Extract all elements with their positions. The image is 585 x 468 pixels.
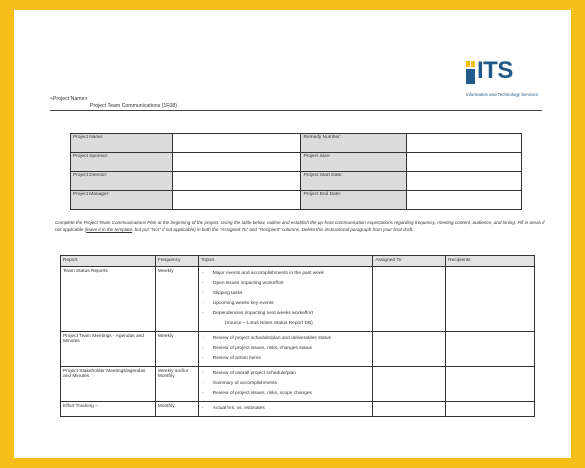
project-name-placeholder: <Project Name> bbox=[50, 96, 88, 102]
info-value[interactable] bbox=[172, 172, 301, 191]
column-header: Topics bbox=[198, 256, 373, 267]
logo-subtitle: Information and Technology Services bbox=[466, 92, 538, 97]
assigned-to-cell[interactable] bbox=[373, 332, 446, 367]
recipients-cell[interactable] bbox=[446, 332, 535, 367]
info-value[interactable] bbox=[172, 134, 301, 153]
frequency-cell: Weekly bbox=[155, 267, 198, 332]
assigned-to-cell[interactable] bbox=[373, 402, 446, 417]
info-label: Project Start Date: bbox=[301, 172, 407, 191]
topic-item: - Summary of accomplishments bbox=[201, 379, 371, 389]
communications-table bbox=[60, 255, 535, 417]
logo-text: ITS bbox=[477, 57, 513, 84]
logo-mark-icon bbox=[466, 61, 477, 87]
report-cell: Project Team Meetings - Agendas and Minutes bbox=[61, 332, 156, 367]
info-label: Remedy Number: bbox=[301, 134, 407, 153]
info-value[interactable] bbox=[407, 153, 522, 172]
project-info-table bbox=[70, 133, 522, 210]
its-logo bbox=[466, 57, 558, 103]
info-label: Project Size: bbox=[301, 153, 407, 172]
topic-item: - Slipping tasks bbox=[201, 289, 371, 299]
topics-cell bbox=[198, 367, 373, 402]
info-label: Project Manager: bbox=[71, 191, 173, 210]
instructions-paragraph bbox=[55, 219, 545, 233]
topics-cell bbox=[198, 332, 373, 367]
recipients-cell[interactable] bbox=[446, 367, 535, 402]
document-page bbox=[14, 10, 571, 458]
report-cell: Team Status Reports bbox=[61, 267, 156, 332]
table-row bbox=[61, 402, 535, 417]
table-row bbox=[61, 332, 535, 367]
info-label: Project Sponsor: bbox=[71, 153, 173, 172]
report-cell: Effort Tracking – bbox=[61, 402, 156, 417]
info-label: Project End Date: bbox=[301, 191, 407, 210]
topic-item: - Review of project issues, risks, scope changes bbox=[201, 389, 371, 399]
assigned-to-cell[interactable] bbox=[373, 267, 446, 332]
frequency-cell: Weekly bbox=[155, 332, 198, 367]
column-header: Report bbox=[61, 256, 156, 267]
table-row bbox=[71, 191, 522, 210]
assigned-to-cell[interactable] bbox=[373, 367, 446, 402]
report-cell: Project Stakeholder Meetings/agendas and Minutes bbox=[61, 367, 156, 402]
document-title: Project Team Communications (1F08) bbox=[90, 103, 177, 109]
topics-cell bbox=[198, 267, 373, 332]
table-row bbox=[61, 267, 535, 332]
table-row bbox=[61, 367, 535, 402]
info-value[interactable] bbox=[407, 134, 522, 153]
frequency-cell: Weekly and/or Monthly bbox=[155, 367, 198, 402]
topic-item: - Major events and accomplishments in the past week bbox=[201, 269, 371, 279]
topic-item: - Open issues impacting workeffort bbox=[201, 279, 371, 289]
topic-item: - Review of project schedule/plan and deliverables status bbox=[201, 334, 371, 344]
info-value[interactable] bbox=[172, 191, 301, 210]
topic-item: - Review of project issues, risks, changes status bbox=[201, 344, 371, 354]
info-label: Project Director: bbox=[71, 172, 173, 191]
topic-item: - Review of overall project schedule/plan bbox=[201, 369, 371, 379]
header-divider bbox=[50, 110, 542, 111]
instructions-text: , but put "N/A" if not applicable) in both the "Assigned To" and "Recipient" columns. Delete this instructional paragraph from your final draft. bbox=[132, 227, 414, 233]
recipients-cell[interactable] bbox=[446, 402, 535, 417]
topics-cell bbox=[198, 402, 373, 417]
topic-item: - Review of action items bbox=[201, 354, 371, 364]
info-value[interactable] bbox=[407, 191, 522, 210]
topic-source: (Source – Lotus Notes Status Report DB) bbox=[224, 321, 313, 326]
table-row bbox=[71, 172, 522, 191]
table-row bbox=[71, 153, 522, 172]
info-value[interactable] bbox=[172, 153, 301, 172]
column-header: Frequency bbox=[155, 256, 198, 267]
topic-item: - Dependencies impacting next weeks workeffort bbox=[201, 309, 371, 319]
column-header: Assigned To bbox=[373, 256, 446, 267]
recipients-cell[interactable] bbox=[446, 267, 535, 332]
instructions-emphasis: leave it in the template bbox=[86, 227, 133, 233]
info-label: Project Name: bbox=[71, 134, 173, 153]
column-header: Recipients bbox=[446, 256, 535, 267]
frequency-cell: Monthly bbox=[155, 402, 198, 417]
table-row bbox=[71, 134, 522, 153]
topic-item: - Actual hrs. vs. estimates bbox=[201, 404, 371, 414]
topic-item: - Upcoming weeks key events bbox=[201, 299, 371, 309]
instructions-text: Complete the Project Team Communications Plan at the beginning of the project. Using the table below, outline and establish the up-front communication expectations regarding frequency, meeting content, audience, and timing. Fill in areas if not applicable ( bbox=[55, 220, 545, 233]
info-value[interactable] bbox=[407, 172, 522, 191]
table-header-row bbox=[61, 256, 535, 267]
